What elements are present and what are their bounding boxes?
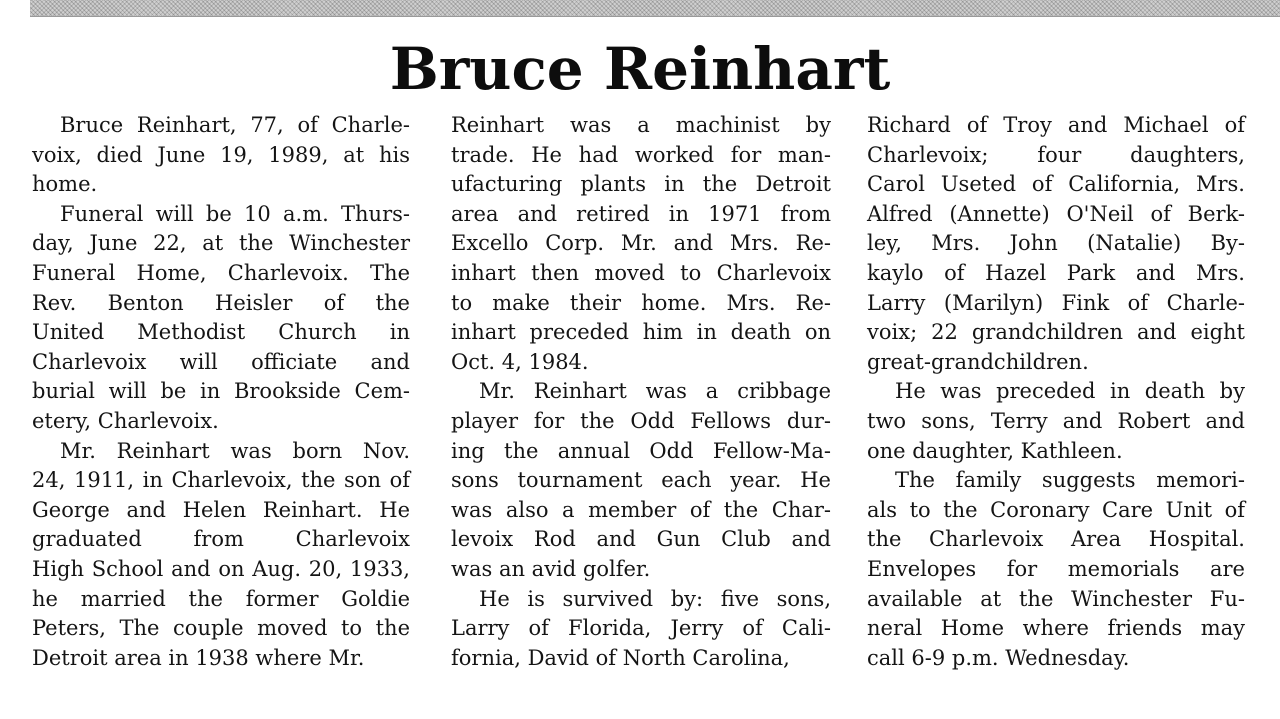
text-line: He is survived by: five sons, bbox=[479, 586, 831, 611]
text-line: Carol Useted of California, Mrs. bbox=[867, 172, 1245, 197]
text-line: Funeral will be 10 a.m. Thurs- bbox=[60, 201, 410, 226]
text-line: day, June 22, at the Winchester bbox=[32, 231, 410, 256]
text-line: Excello Corp. Mr. and Mrs. Re- bbox=[451, 231, 831, 256]
text-line: Charlevoix will officiate and bbox=[32, 349, 410, 374]
text-line: Mr. Reinhart was born Nov. bbox=[60, 438, 410, 463]
text-line: available at the Winchester Fu- bbox=[867, 586, 1245, 611]
text-line: Larry (Marilyn) Fink of Charle- bbox=[867, 290, 1245, 315]
text-line: Rev. Benton Heisler of the bbox=[32, 290, 410, 315]
article-column-2 bbox=[451, 111, 831, 673]
text-line: Peters, The couple moved to the bbox=[32, 616, 410, 641]
text-line: Reinhart was a machinist by bbox=[451, 113, 831, 137]
article-paragraph bbox=[32, 437, 410, 674]
text-line: High School and on Aug. 20, 1933, bbox=[32, 556, 410, 581]
text-line: player for the Odd Fellows dur- bbox=[451, 408, 831, 433]
text-line: was also a member of the Char- bbox=[451, 497, 831, 522]
text-line: inhart preceded him in death on bbox=[451, 320, 831, 345]
text-line: United Methodist Church in bbox=[32, 320, 410, 345]
text-line: etery, Charlevoix. bbox=[32, 408, 219, 433]
text-line: Envelopes for memorials are bbox=[867, 556, 1245, 581]
text-line: George and Helen Reinhart. He bbox=[32, 497, 410, 522]
text-line: one daughter, Kathleen. bbox=[867, 438, 1123, 463]
text-line: sons tournament each year. He bbox=[451, 468, 831, 493]
text-line: was an avid golfer. bbox=[451, 556, 651, 581]
text-line: Larry of Florida, Jerry of Cali- bbox=[451, 616, 831, 641]
text-line: burial will be in Brookside Cem- bbox=[32, 379, 410, 404]
article-paragraph bbox=[867, 111, 1245, 377]
text-line: great-grandchildren. bbox=[867, 349, 1089, 374]
text-line: he married the former Goldie bbox=[32, 586, 410, 611]
text-line: Detroit area in 1938 where Mr. bbox=[32, 645, 365, 670]
text-line: Bruce Reinhart, 77, of Charle- bbox=[60, 113, 410, 137]
text-line: Richard of Troy and Michael of bbox=[867, 113, 1245, 137]
text-line: inhart then moved to Charlevoix bbox=[451, 260, 831, 285]
text-line: The family suggests memori- bbox=[895, 468, 1245, 493]
article-paragraph bbox=[32, 200, 410, 437]
text-line: kaylo of Hazel Park and Mrs. bbox=[867, 260, 1245, 285]
text-line: als to the Coronary Care Unit of bbox=[867, 497, 1245, 522]
text-line: Funeral Home, Charlevoix. The bbox=[32, 260, 410, 285]
article-paragraph bbox=[867, 466, 1245, 673]
article-paragraph bbox=[451, 111, 831, 377]
text-line: Alfred (Annette) O'Neil of Berk- bbox=[867, 201, 1245, 226]
article-column-1 bbox=[32, 111, 410, 673]
text-line: voix; 22 grandchildren and eight bbox=[867, 320, 1245, 345]
text-line: the Charlevoix Area Hospital. bbox=[867, 527, 1245, 552]
text-line: graduated from Charlevoix bbox=[32, 527, 410, 552]
article-paragraph bbox=[867, 377, 1245, 466]
text-line: trade. He had worked for man- bbox=[451, 142, 831, 167]
text-line: ley, Mrs. John (Natalie) By- bbox=[867, 231, 1245, 256]
text-line: He was preceded in death by bbox=[895, 379, 1245, 404]
text-line: Oct. 4, 1984. bbox=[451, 349, 589, 374]
halftone-border-strip bbox=[30, 0, 1280, 17]
text-line: levoix Rod and Gun Club and bbox=[451, 527, 831, 552]
text-line: to make their home. Mrs. Re- bbox=[451, 290, 831, 315]
article-paragraph bbox=[451, 585, 831, 674]
article-paragraph bbox=[32, 111, 410, 200]
obituary-headline: Bruce Reinhart bbox=[389, 35, 891, 103]
article-paragraph bbox=[451, 377, 831, 584]
text-line: ing the annual Odd Fellow-Ma- bbox=[451, 438, 831, 463]
text-line: fornia, David of North Carolina, bbox=[451, 645, 790, 670]
text-line: area and retired in 1971 from bbox=[451, 201, 831, 226]
text-line: home. bbox=[32, 172, 98, 197]
text-line: neral Home where friends may bbox=[867, 616, 1245, 641]
text-line: two sons, Terry and Robert and bbox=[867, 408, 1245, 433]
text-line: call 6-9 p.m. Wednesday. bbox=[867, 645, 1130, 670]
article-column-3 bbox=[867, 111, 1245, 673]
text-line: ufacturing plants in the Detroit bbox=[451, 172, 831, 197]
text-line: Mr. Reinhart was a cribbage bbox=[479, 379, 831, 404]
text-line: voix, died June 19, 1989, at his bbox=[32, 142, 410, 167]
text-line: Charlevoix; four daughters, bbox=[867, 142, 1245, 167]
text-line: 24, 1911, in Charlevoix, the son of bbox=[32, 468, 410, 493]
